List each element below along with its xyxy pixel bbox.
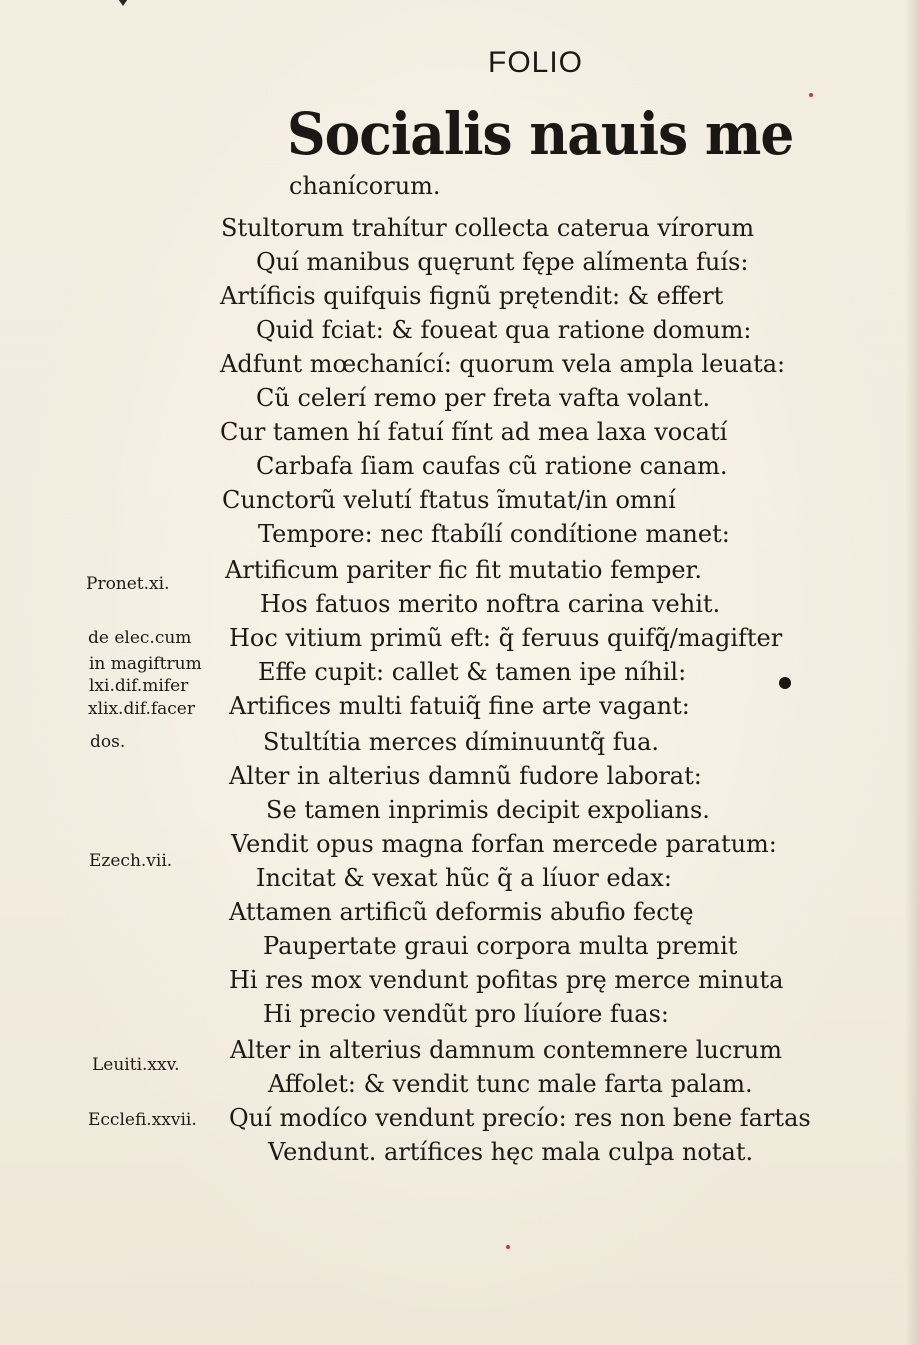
margin-note: xlix.dif.facer [88, 699, 195, 719]
verse-line: Incitat & vexat hũc q̃ a líuor edax: [256, 864, 672, 892]
margin-note: dos. [90, 732, 126, 752]
ink-speck [506, 1245, 510, 1249]
verse-line: Tempore: nec ftabílí condítione manet: [258, 520, 730, 548]
chapter-title: Socialis nauis me [287, 100, 794, 168]
verse-line: Hi res mox vendunt pofitas prę merce minuta [229, 966, 784, 994]
verse-line: Artifices multi fatuiq̃ fine arte vagant: [229, 692, 690, 720]
verse-line: Vendit opus magna forfan mercede paratum: [231, 830, 777, 858]
ink-speck [809, 93, 813, 97]
verse-line: Cũ celerí remo per freta vafta volant. [256, 384, 711, 412]
margin-note: de elec.cum [88, 628, 192, 648]
margin-note: Ezech.vii. [89, 851, 173, 871]
verse-line: Cur tamen hí fatuí fínt ad mea laxa vocatí [220, 418, 728, 446]
verse-line: Artíficis quifquis fignũ prętendit: & effert [220, 282, 724, 310]
verse-line: Stultorum trahítur collecta caterua vírorum [221, 214, 755, 242]
verse-line: Hi precio vendũt pro líuíore fuas: [263, 1000, 669, 1028]
verse-line: Effe cupit: callet & tamen ipe níhil: [258, 658, 687, 686]
page-edge-shadow [905, 0, 919, 1345]
margin-note: Leuiti.xxv. [92, 1055, 180, 1075]
verse-line: Cunctorũ velutí ftatus ĩmutat/in omní [222, 486, 676, 514]
verse-line: Artificum pariter fic fit mutatio femper. [225, 556, 702, 584]
verse-line: Affolet: & vendit tunc male farta palam. [268, 1070, 753, 1098]
verse-line: Paupertate graui corpora multa premit [263, 932, 738, 960]
chapter-subtitle: chanícorum. [289, 172, 441, 200]
verse-line: Quí modíco vendunt precío: res non bene fartas [229, 1104, 811, 1132]
verse-line: Quí manibus quęrunt fępe alímenta fuís: [256, 248, 749, 276]
verse-line: Alter in alterius damnũ fudore laborat: [229, 762, 702, 790]
verse-line: Adfunt mœchanící: quorum vela ampla leuata: [220, 350, 786, 378]
verse-line: Hos fatuos merito noftra carina vehit. [260, 590, 721, 618]
verse-line: Alter in alterius damnum contemnere lucrum [230, 1036, 783, 1064]
margin-note: in magiftrum [89, 654, 202, 674]
verse-line: Vendunt. artífices hęc mala culpa notat. [268, 1138, 754, 1166]
verse-line: Carbafa ſiam caufas cũ ratione canam. [256, 452, 728, 480]
margin-note: Pronet.xi. [86, 574, 170, 594]
folio-heading: FOLIO [488, 46, 584, 79]
verse-line: Quid fciat: & foueat qua ratione domum: [256, 316, 752, 344]
ink-dot [779, 677, 791, 689]
margin-note: lxi.dif.mifer [89, 676, 189, 696]
verse-line: Attamen artificũ deformis abufio fectę [229, 898, 694, 926]
top-marker-glyph [116, 0, 130, 6]
verse-line: Se tamen inprimis decipit expolians. [266, 796, 710, 824]
margin-note: Ecclefi.xxvii. [88, 1110, 197, 1130]
verse-line: Hoc vitium primũ eft: q̃ feruus quifq̃/magifter [229, 624, 783, 652]
verse-line: Stultítia merces díminuuntq̃ fua. [263, 728, 660, 756]
